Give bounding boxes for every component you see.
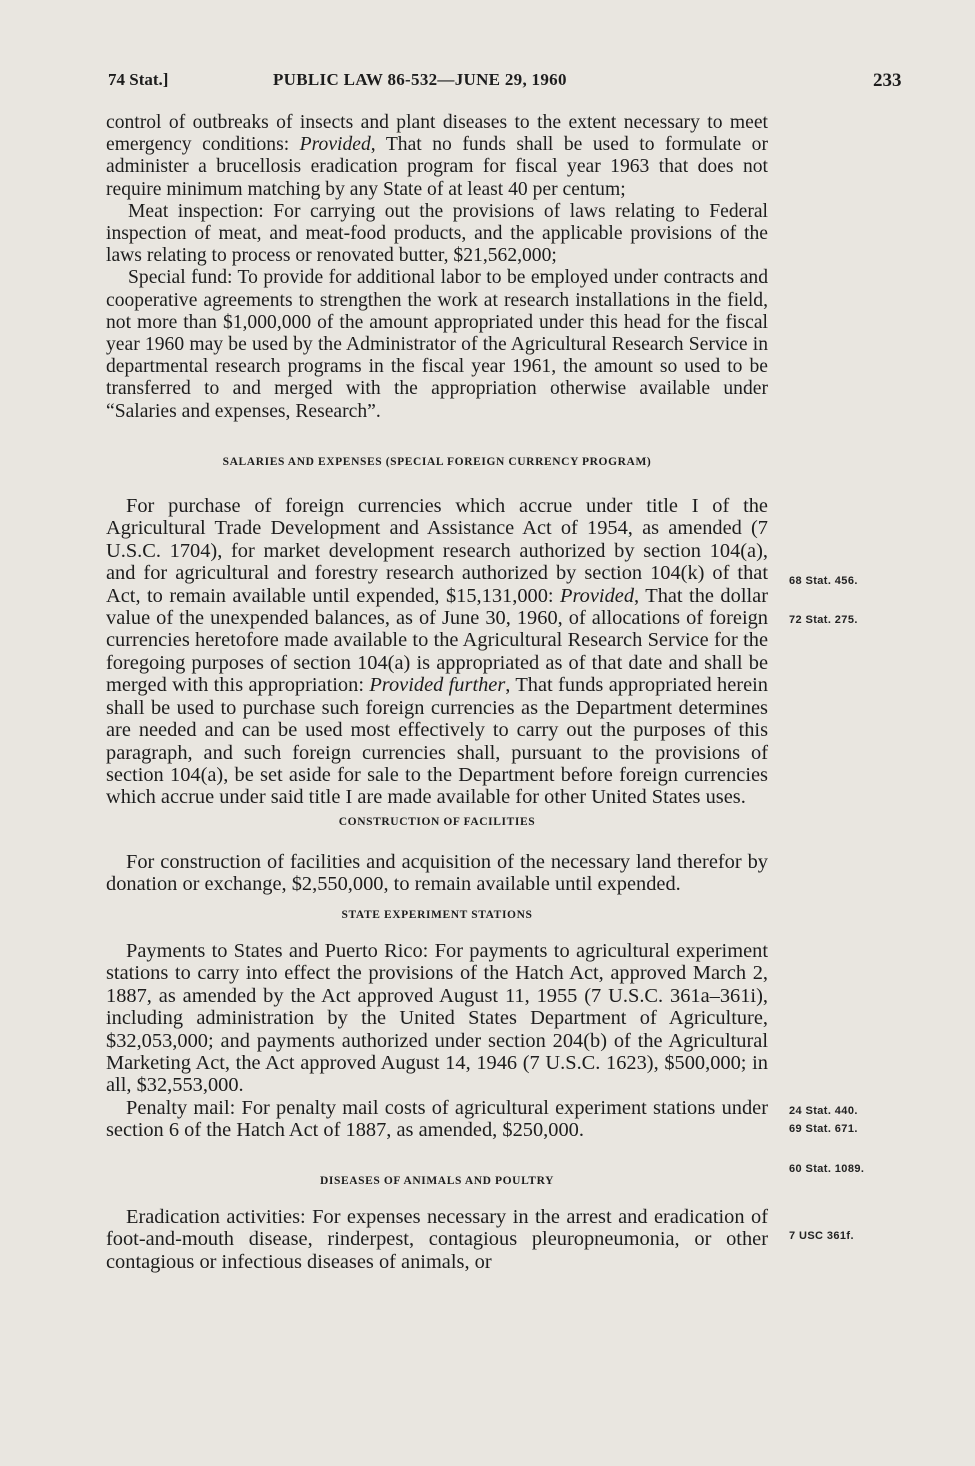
margin-citation: 68 Stat. 456. <box>789 575 858 587</box>
section-heading-animal-diseases: DISEASES OF ANIMALS AND POULTRY <box>320 1174 554 1187</box>
section-heading-construction: CONSTRUCTION OF FACILITIES <box>338 815 536 828</box>
paragraph-eradication: Eradication activities: For expenses necessary in the arrest and eradication of foot-and-mouth disease, rinderpest, contagious pleuropneumonia, or other contagious or infectious diseases of animals, or <box>106 1205 768 1273</box>
section-heading-state-stations: STATE EXPERIMENT STATIONS <box>341 908 533 921</box>
paragraph-meat-inspection: Meat inspection: For carrying out the provisions of laws relating to Federal inspection of meat, and meat-food products, and the applicable provisions of the laws relating to process or renovated butter, $21,562,000; <box>106 200 768 267</box>
page-title: PUBLIC LAW 86-532—JUNE 29, 1960 <box>273 70 567 89</box>
paragraph-special-fund: Special fund: To provide for additional labor to be employed under contracts and cooperative agreements to strengthen the work at research installations in the field, not more than $1,000,000 of the amount appropriated under this head for the fiscal year 1960 may be used by the Administrator of the Agricultural Research Service in departmental research programs in the fiscal year 1961, the amount so used to be transferred to and merged with the appropriation otherwise available under “Salaries and expenses, Research”. <box>106 267 768 422</box>
margin-citation: 7 USC 361f. <box>789 1230 854 1242</box>
paragraph-emergency-conditions: control of outbreaks of insects and plant diseases to the extent necessary to meet emergency conditions: Provided, That no funds shall be used to formulate or administer a brucellosis eradication program for fiscal year 1963 that does not require minimum matching by any State of at least 40 per centum; <box>106 112 768 200</box>
margin-citation: 24 Stat. 440. <box>789 1105 858 1117</box>
paragraph-payments-states: Payments to States and Puerto Rico: For payments to agricultural experiment stations to carry into effect the provisions of the Hatch Act, approved March 2, 1887, as amended by the Act approved August 11, 1955 (7 U.S.C. 361a–361i), including administration by the United States Department of Agriculture, $32,053,000; and payments authorized under section 204(b) of the Agricultural Marketing Act, the Act approved August 14, 1946 (7 U.S.C. 1623), $500,000; in all, $32,553,000. <box>106 939 768 1097</box>
paragraph-foreign-currencies: For purchase of foreign currencies which accrue under title I of the Agricultural Trade Development and Assistance Act of 1954, as amended (7 U.S.C. 1704), for market development research authorized by section 104(a), and for agricultural and forestry research authorized by section 104(k) of that Act, to remain available until expended, $15,131,000: Provided, That the dollar value of the unexpended balances, as of June 30, 1960, of allocations of foreign currencies heretofore made available to the Agricultural Research Service for the foregoing purposes of section 104(a) is appropriated as of that date and shall be merged with this appropriation: Provided further, That funds appropriated herein shall be used to purchase such foreign currencies as the Department determines are needed and can be used most effectively to carry out the purposes of this paragraph, and such foreign currencies shall, pursuant to the provisions of section 104(a), be set aside for sale to the Department before foreign currencies which accrue under said title I are made available for other United States uses. <box>106 495 769 809</box>
running-header <box>108 70 908 100</box>
paragraph-penalty-mail: Penalty mail: For penalty mail costs of agricultural experiment stations under section 6 of the Hatch Act of 1887, as amended, $250,000. <box>106 1096 768 1142</box>
margin-citation: 60 Stat. 1089. <box>789 1163 865 1175</box>
page-number: 233 <box>873 70 902 91</box>
margin-citation: 72 Stat. 275. <box>789 614 858 626</box>
volume-reference: 74 Stat.] <box>108 70 169 89</box>
section-heading-foreign-currency: SALARIES AND EXPENSES (SPECIAL FOREIGN CURRENCY PROGRAM) <box>222 455 652 468</box>
paragraph-construction: For construction of facilities and acquisition of the necessary land therefor by donation or exchange, $2,550,000, to remain available until expended. <box>106 850 768 896</box>
margin-citation: 69 Stat. 671. <box>789 1123 858 1135</box>
body-text <box>106 112 768 1273</box>
